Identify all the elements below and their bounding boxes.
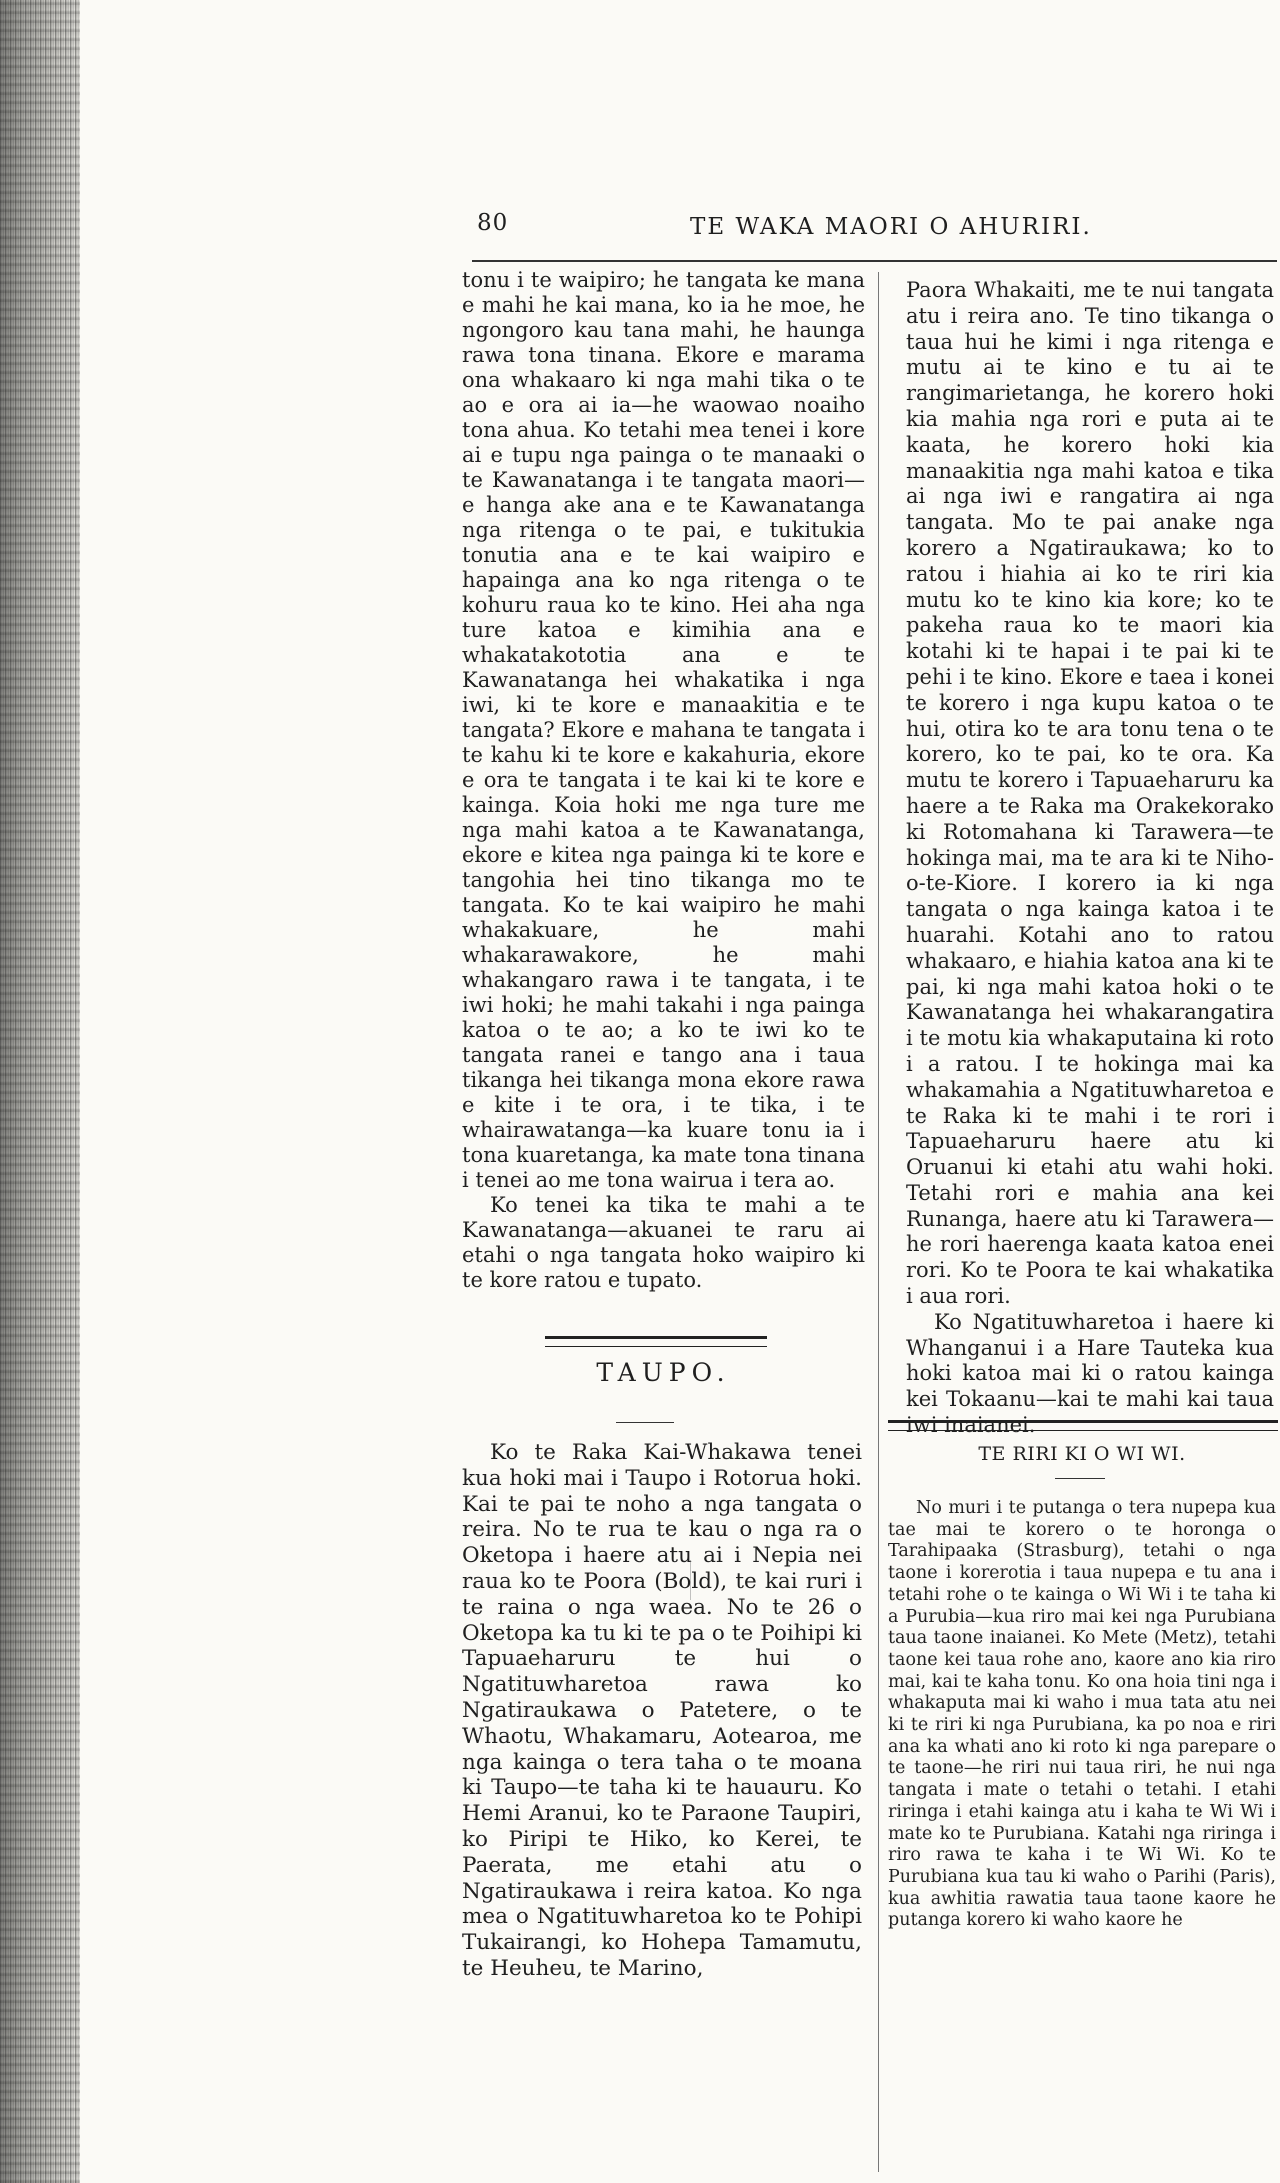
section-heading-taupo: TAUPO. xyxy=(596,1358,731,1387)
scan-mark xyxy=(690,1560,695,1600)
header-rule xyxy=(472,260,1277,262)
section-double-rule xyxy=(545,1336,767,1347)
section-double-rule xyxy=(888,1420,1278,1431)
newspaper-title: TE WAKA MAORI O AHURIRI. xyxy=(690,214,1092,240)
article-paragraph: Ko Ngatituwharetoa i haere ki Whanganui i a Hare Tauteka kua hoki katoa mai ki o ratou kainga kei Tokaanu—kai te mahi kai taua iwi inaianei. xyxy=(906,1309,1274,1438)
article-paragraph: Ko tenei ka tika te mahi a te Kawanatanga—akuanei te raru ai etahi o nga tangata hoko waipiro ki te kore ratou e tupato. xyxy=(462,1193,865,1292)
column-right-taupo-continuation xyxy=(906,278,1274,1439)
article-paragraph: No muri i te putanga o tera nupepa kua tae mai te korero o te horonga o Tarahipaaka (Strasburg), tetahi o nga taone i korerotia i taua nupepa e tu ana i tetahi rohe o te kainga o Wi Wi i te taha ki a Purubia—kua riro mai kei nga Purubiana taua taone inaianei. Ko Mete (Metz), tetahi taone kei taua rohe ano, kaore ano kia riro mai, kai te kaha tonu. Ko ona hoia tini nga i whakaputa mai ki waho i mua tata atu nei ki te riri ki nga Purubiana, ka po noa e riri ana ka whati ano ki roto ki nga parepare o te taone—he riri nui taua riri, he nui nga tangata i mate o tetahi o tetahi. I etahi riringa i etahi kainga atu i kaha te Wi Wi i mate ko te Purubiana. Katahi nga riringa i riro rawa te kaha i te Wi Wi. Ko te Purubiana kua tau ki waho o Parihi (Paris), kua awhitia rawatia taua taone kaore he putanga korero ki waho kaore he xyxy=(888,1498,1276,1931)
column-right-riri-article xyxy=(888,1498,1276,1932)
page-header xyxy=(477,210,1277,250)
column-left-article-continuation xyxy=(462,268,865,1293)
section-heading-riri: TE RIRI KI O WI WI. xyxy=(978,1443,1186,1465)
article-paragraph: Ko te Raka Kai-Whakawa tenei kua hoki mai i Taupo i Rotorua hoki. Kai te pai te noho a nga tangata o reira. No te rua te kau o nga ra o Oketopa i haere atu ai i Nepia nei raua ko te Poora (Bold), te kai ruri i te raina o nga waea. No te 26 o Oketopa ka tu ki te pa o te Poihipi ki Tapuaeharuru te hui o Ngatituwharetoa rawa ko Ngatiraukawa o Patetere, o te Whaotu, Whakamaru, Aotearoa, me nga kainga o tera taha o te moana ki Taupo—te taha ki te hauauru. Ko Hemi Aranui, ko te Paraone Taupiri, ko Piripi te Hiko, ko Kerei, te Paerata, me etahi atu o Ngatiraukawa i reira katoa. Ko nga mea o Ngatituwharetoa ko te Pohipi Tukairangi, ko Hohepa Tamamutu, te Heuheu, te Marino, xyxy=(462,1440,862,1981)
article-paragraph: tonu i te waipiro; he tangata ke mana e mahi he kai mana, ko ia he moe, he ngongoro kau tana mahi, he haunga rawa tona tinana. Ekore e marama ona whakaaro ki nga mahi tika o te ao e ora ai ia—he waowao noaiho tona ahua. Ko tetahi mea tenei i kore ai e tupu nga painga o te manaaki o te Kawanatanga i te tangata maori—e hanga ake ana e te Kawanatanga nga ritenga o te pai, e tukitukia tonutia ana e te kai waipiro e hapainga ana ko nga ritenga o te kohuru raua ko te kino. Hei aha nga ture katoa e kimihia ana e whakatakototia ana e te Kawanatanga hei whakatika i nga iwi, ki te kore e manaakitia e te tangata? Ekore e mahana te tangata i te kahu ki te kore e kakahuria, ekore e ora te tangata i te kai ki te kore e kainga. Koia hoki me nga ture me nga mahi katoa a te Kawanatanga, ekore e kitea nga painga ki te kore e tangohia hei tino tikanga mo te tangata. Ko te kai waipiro he mahi whakakuare, he mahi whakarawakore, he mahi whakangaro rawa i te tangata, i te iwi hoki; he mahi takahi i nga painga katoa o te ao; a ko te iwi ko te tangata ranei e tango ana i taua tikanga hei tikanga mona ekore rawa e kite i te ora, i te tika, i te whairawatanga—ka kuare tonu ia i tona kuaretanga, ka mate tona tinana i tenei ao me tona wairua i tera ao. xyxy=(462,268,865,1192)
column-divider xyxy=(878,272,879,2172)
column-left-taupo-article xyxy=(462,1440,862,1982)
article-paragraph: Paora Whakaiti, me te nui tangata atu i reira ano. Te tino tikanga o taua hui he kimi i nga ritenga e mutu ai te kino e tu ai te rangimarietanga, he korero hoki kia mahia nga rori e puta ai te kaata, he korero hoki kia manaakitia nga mahi katoa e tika ai nga iwi e rangatira ai nga tangata. Mo te pai anake nga korero a Ngatiraukawa; ko to ratou i hiahia ai ko te riri kia mutu ko te kino kia kore; ko te pakeha raua ko te maori kia kotahi ki te hapai i te pai ki te pehi i te kino. Ekore e taea i konei te korero i nga kupu katoa o te hui, otira ko te ara tonu tena o te korero, ko te pai, ko te ora. Ka mutu te korero i Tapuaeharuru ka haere a te Raka ma Orakekorako ki Rotomahana ki Tarawera—te hokinga mai, ma te ara ki te Niho-o-te-Kiore. I korero ia ki nga tangata o nga kainga katoa i te huarahi. Kotahi ano to ratou whakaaro, e hiahia katoa ana ki te pai, ki nga mahi katoa hoki o te Kawanatanga hei whakarangatira i te motu kia whakaputaina ki roto i a ratou. I te hokinga mai ka whakamahia a Ngatituwharetoa e te Raka ki te mahi i te rori i Tapuaeharuru haere atu ki Oruanui ki etahi atu wahi hoki. Tetahi rori e mahia ana kei Runanga, haere atu ki Tarawera—he rori haerenga kaata katoa enei rori. Ko te Poora te kai whakatika i aua rori. xyxy=(906,278,1274,1309)
heading-underline xyxy=(1055,1478,1105,1479)
page-number: 80 xyxy=(477,210,509,236)
heading-underline xyxy=(616,1422,674,1423)
book-spine-texture xyxy=(0,0,80,2183)
